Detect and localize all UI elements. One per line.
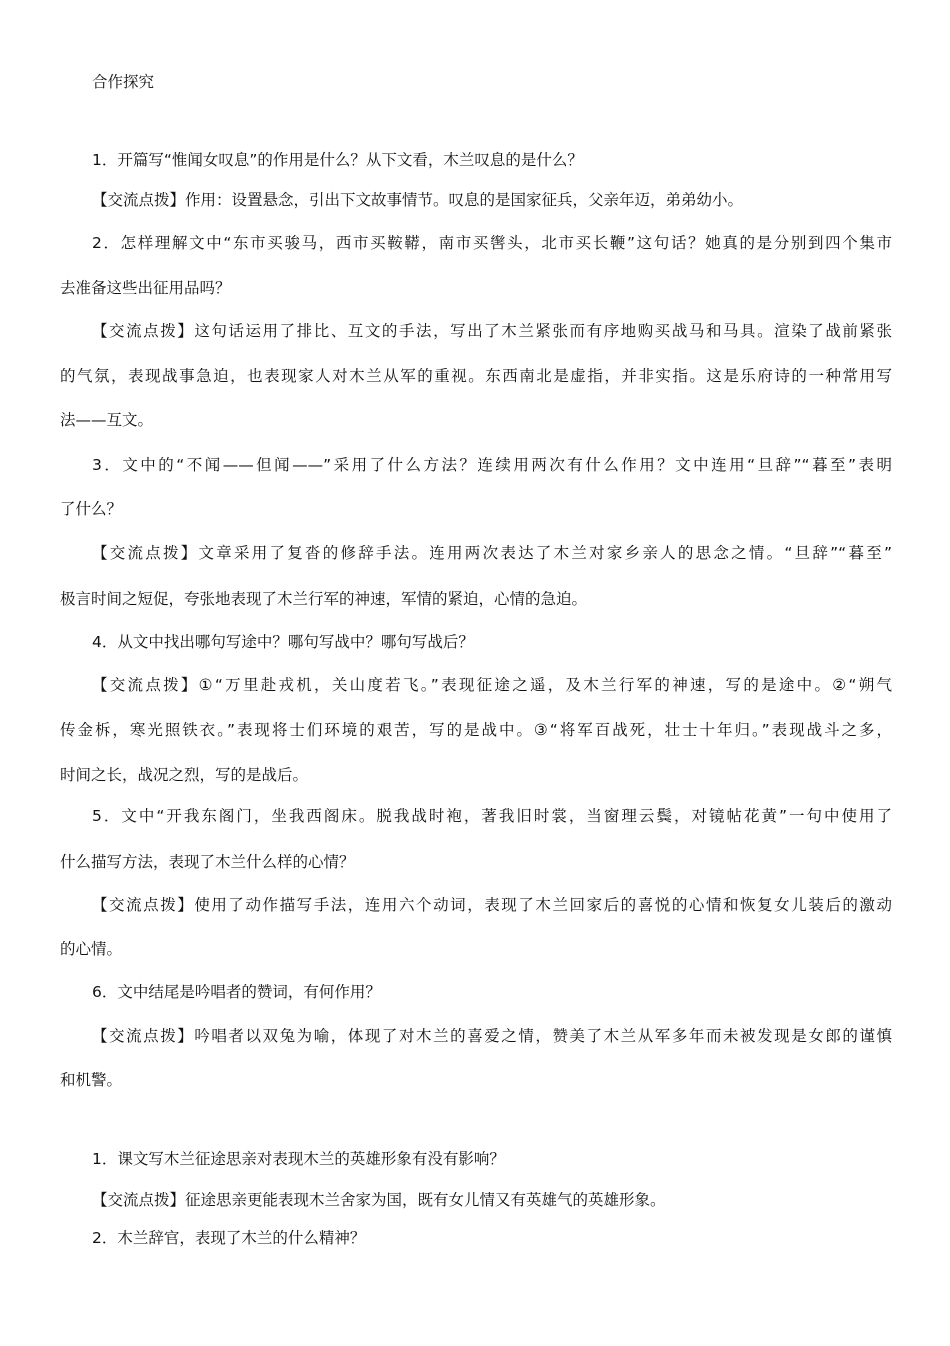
section-heading: 合作探究 bbox=[92, 73, 155, 91]
answer-3-line-1: 【交流点拨】文章采用了复沓的修辞手法。连用两次表达了木兰对家乡亲人的思念之情。“旦辞”“暮至” bbox=[92, 544, 892, 562]
answer-3-line-2: 极言时间之短促，夸张地表现了木兰行军的神速，军情的紧迫，心情的急迫。 bbox=[60, 590, 588, 608]
question-3-line-2: 了什么？ bbox=[60, 500, 123, 518]
answer-5-line-1: 【交流点拨】使用了动作描写手法，连用六个动词，表现了木兰回家后的喜悦的心情和恢复女儿装后的激动 bbox=[92, 896, 892, 914]
answer-2-line-3: 法——互文。 bbox=[60, 411, 154, 429]
answer-4-line-2: 传金柝，寒光照铁衣。”表现将士们环境的艰苦，写的是战中。③“将军百战死，壮士十年归。”表现战斗之多， bbox=[60, 721, 892, 739]
question-5-line-1: 5．文中“开我东阁门，坐我西阁床。脱我战时袍，著我旧时裳，当窗理云鬓，对镜帖花黄”一句中使用了 bbox=[92, 807, 892, 825]
question-5-line-2: 什么描写方法，表现了木兰什么样的心情？ bbox=[60, 853, 355, 871]
answer-2-line-1: 【交流点拨】这句话运用了排比、互文的手法，写出了木兰紧张而有序地购买战马和马具。渲染了战前紧张 bbox=[92, 322, 892, 340]
answer-4-line-3: 时间之长，战况之烈，写的是战后。 bbox=[60, 766, 309, 784]
question-3-line-1: 3．文中的“不闻——但闻——”采用了什么方法？连续用两次有什么作用？文中连用“旦辞”“暮至”表明 bbox=[92, 456, 892, 474]
answer-5-line-2: 的心情。 bbox=[60, 940, 123, 958]
question-2-line-2: 去准备这些出征用品吗？ bbox=[60, 279, 231, 297]
question-6: 6．文中结尾是吟唱者的赞词，有何作用？ bbox=[92, 983, 381, 1001]
answer-6-line-1: 【交流点拨】吟唱者以双兔为喻，体现了对木兰的喜爱之情，赞美了木兰从军多年而未被发现是女郎的谨慎 bbox=[92, 1027, 892, 1045]
answer-1: 【交流点拨】作用：设置悬念，引出下文故事情节。叹息的是国家征兵，父亲年迈，弟弟幼小。 bbox=[92, 191, 744, 209]
extension-question-1: 1．课文写木兰征途思亲对表现木兰的英雄形象有没有影响？ bbox=[92, 1150, 505, 1168]
answer-6-line-2: 和机警。 bbox=[60, 1071, 123, 1089]
extension-answer-1: 【交流点拨】征途思亲更能表现木兰舍家为国，既有女儿情又有英雄气的英雄形象。 bbox=[92, 1191, 666, 1209]
question-4: 4．从文中找出哪句写途中？哪句写战中？哪句写战后？ bbox=[92, 633, 474, 651]
question-2-line-1: 2．怎样理解文中“东市买骏马，西市买鞍鞯，南市买辔头，北市买长鞭”这句话？她真的是分别到四个集市 bbox=[92, 234, 892, 252]
answer-4-line-1: 【交流点拨】①“万里赴戎机，关山度若飞。”表现征途之遥，及木兰行军的神速，写的是途中。②“朔气 bbox=[92, 676, 892, 694]
extension-question-2: 2．木兰辞官，表现了木兰的什么精神？ bbox=[92, 1229, 366, 1247]
answer-2-line-2: 的气氛，表现战事急迫，也表现家人对木兰从军的重视。东西南北是虚指，并非实指。这是乐府诗的一种常用写 bbox=[60, 367, 892, 385]
question-1: 1．开篇写“惟闻女叹息”的作用是什么？从下文看，木兰叹息的是什么？ bbox=[92, 151, 583, 169]
